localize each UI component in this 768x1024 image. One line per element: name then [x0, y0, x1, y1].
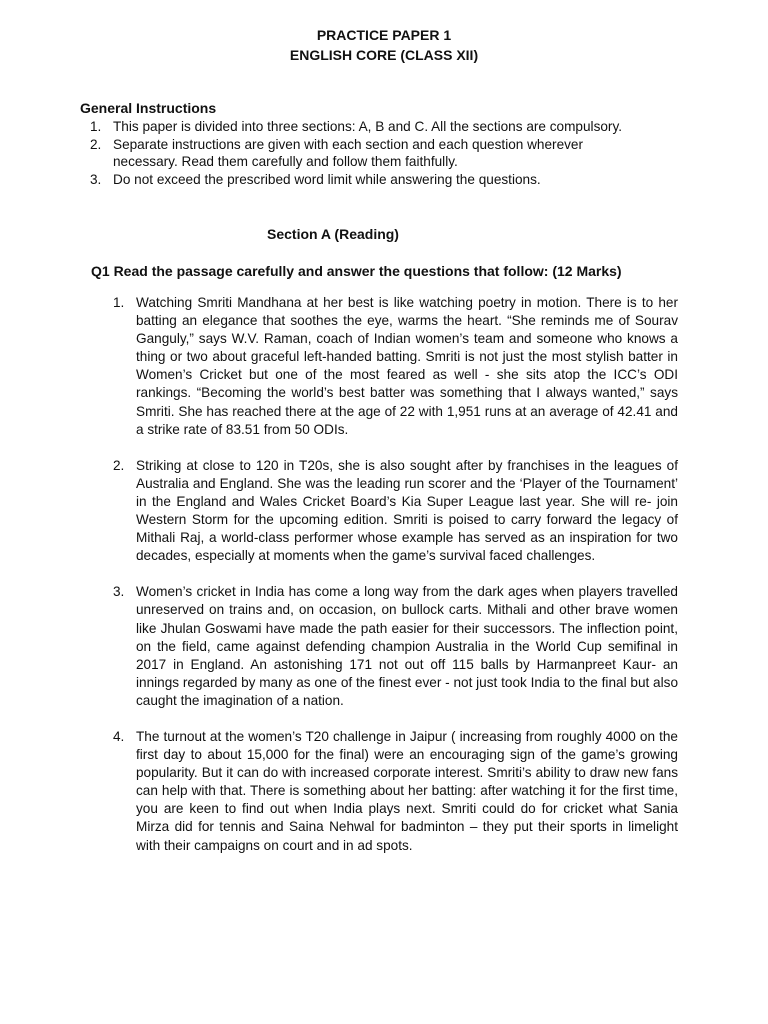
instruction-number: 3. — [90, 171, 102, 187]
paragraph-number: 1. — [113, 295, 125, 310]
instruction-text: Do not exceed the prescribed word limit while answering the questions. — [113, 171, 541, 187]
instruction-number: 1. — [90, 119, 102, 134]
passage-paragraphs — [113, 294, 678, 873]
passage-paragraph — [113, 728, 678, 855]
paper-header — [0, 25, 768, 65]
paragraph-text: Watching Smriti Mandhana at her best is like watching poetry in motion. There is to her batting an elegance that soothes the eye, warms the heart. “She reminds me of Sourav Ganguly,” says W.V. Raman, coach of Indian women’s team and someone who knows a thing or two about graceful left-handed batting. Smriti is not just the most stylish batter in Women’s Cricket but one of the most feared as well - she sits atop the ICC’s ODI rankings. “Becoming the world’s best batter was something that I always wanted,” says Smriti. She has reached there at the age of 22 with 1,951 runs at an average of 42.41 and a strike rate of 83.51 from 50 ODIs. — [136, 295, 678, 437]
instruction-item — [90, 136, 650, 171]
paragraph-number: 4. — [113, 728, 125, 744]
section-title: Section A (Reading) — [267, 226, 399, 242]
passage-paragraph — [113, 583, 678, 710]
passage-paragraph — [113, 457, 678, 566]
instruction-text: Separate instructions are given with each section and each question wherever necessary. Read them carefully and follow them faithfully. — [113, 136, 584, 170]
instruction-item — [90, 171, 650, 189]
general-instructions-heading: General Instructions — [80, 100, 217, 116]
instruction-text: This paper is divided into three sections: A, B and C. All the sections are compulsory. — [113, 119, 623, 134]
paragraph-number: 3. — [113, 584, 125, 600]
paragraph-number: 2. — [113, 457, 125, 473]
paragraph-text: Striking at close to 120 in T20s, she is also sought after by franchises in the leagues of Australia and England. She was the leading run scorer and the ‘Player of the Tournament’ in the England and Wales Cricket Board’s Kia Super League last year. She will re- join Western Storm for the upcoming edition. Smriti is poised to carry forward the legacy of Mithali Raj, a world-class performer whose example has served as an inspiration for two decades, especially at moments when the game’s survival faced challenges. — [136, 457, 678, 564]
general-instructions-list — [90, 118, 650, 188]
passage-paragraph — [113, 294, 678, 439]
paragraph-text: Women’s cricket in India has come a long way from the dark ages when players travelled unreserved on trains and, on occasion, on bullock carts. Mithali and other brave women like Jhulan Goswami have made the path easier for their successors. The inflection point, on the field, came against defending champion Australia in the World Cup semifinal in 2017 in England. An astonishing 171 not out off 115 balls by Harmanpreet Kaur- an innings regarded by many as one of the finest ever - not just took India to the final but also caught the imagination of a nation. — [136, 584, 678, 708]
paper-subtitle: ENGLISH CORE (CLASS XII) — [289, 47, 479, 63]
question-heading: Q1 Read the passage carefully and answer the questions that follow: (12 Marks) — [91, 263, 622, 279]
paper-title: PRACTICE PAPER 1 — [316, 27, 452, 43]
paragraph-text: The turnout at the women’s T20 challenge in Jaipur ( increasing from roughly 4000 on the first day to about 15,000 for the final) were an encouraging sign of the game’s growing popularity. But it can do with increased corporate interest. Smriti’s ability to draw new fans can help with that. There is something about her batting: after watching it for the first time, you are keen to find out when India plays next. Smriti could do for cricket what Sania Mirza did for tennis and Saina Nehwal for badminton – they put their sports in limelight with their campaigns on court and in ad spots. — [136, 728, 678, 853]
instruction-number: 2. — [90, 136, 102, 152]
instruction-item — [90, 118, 650, 136]
